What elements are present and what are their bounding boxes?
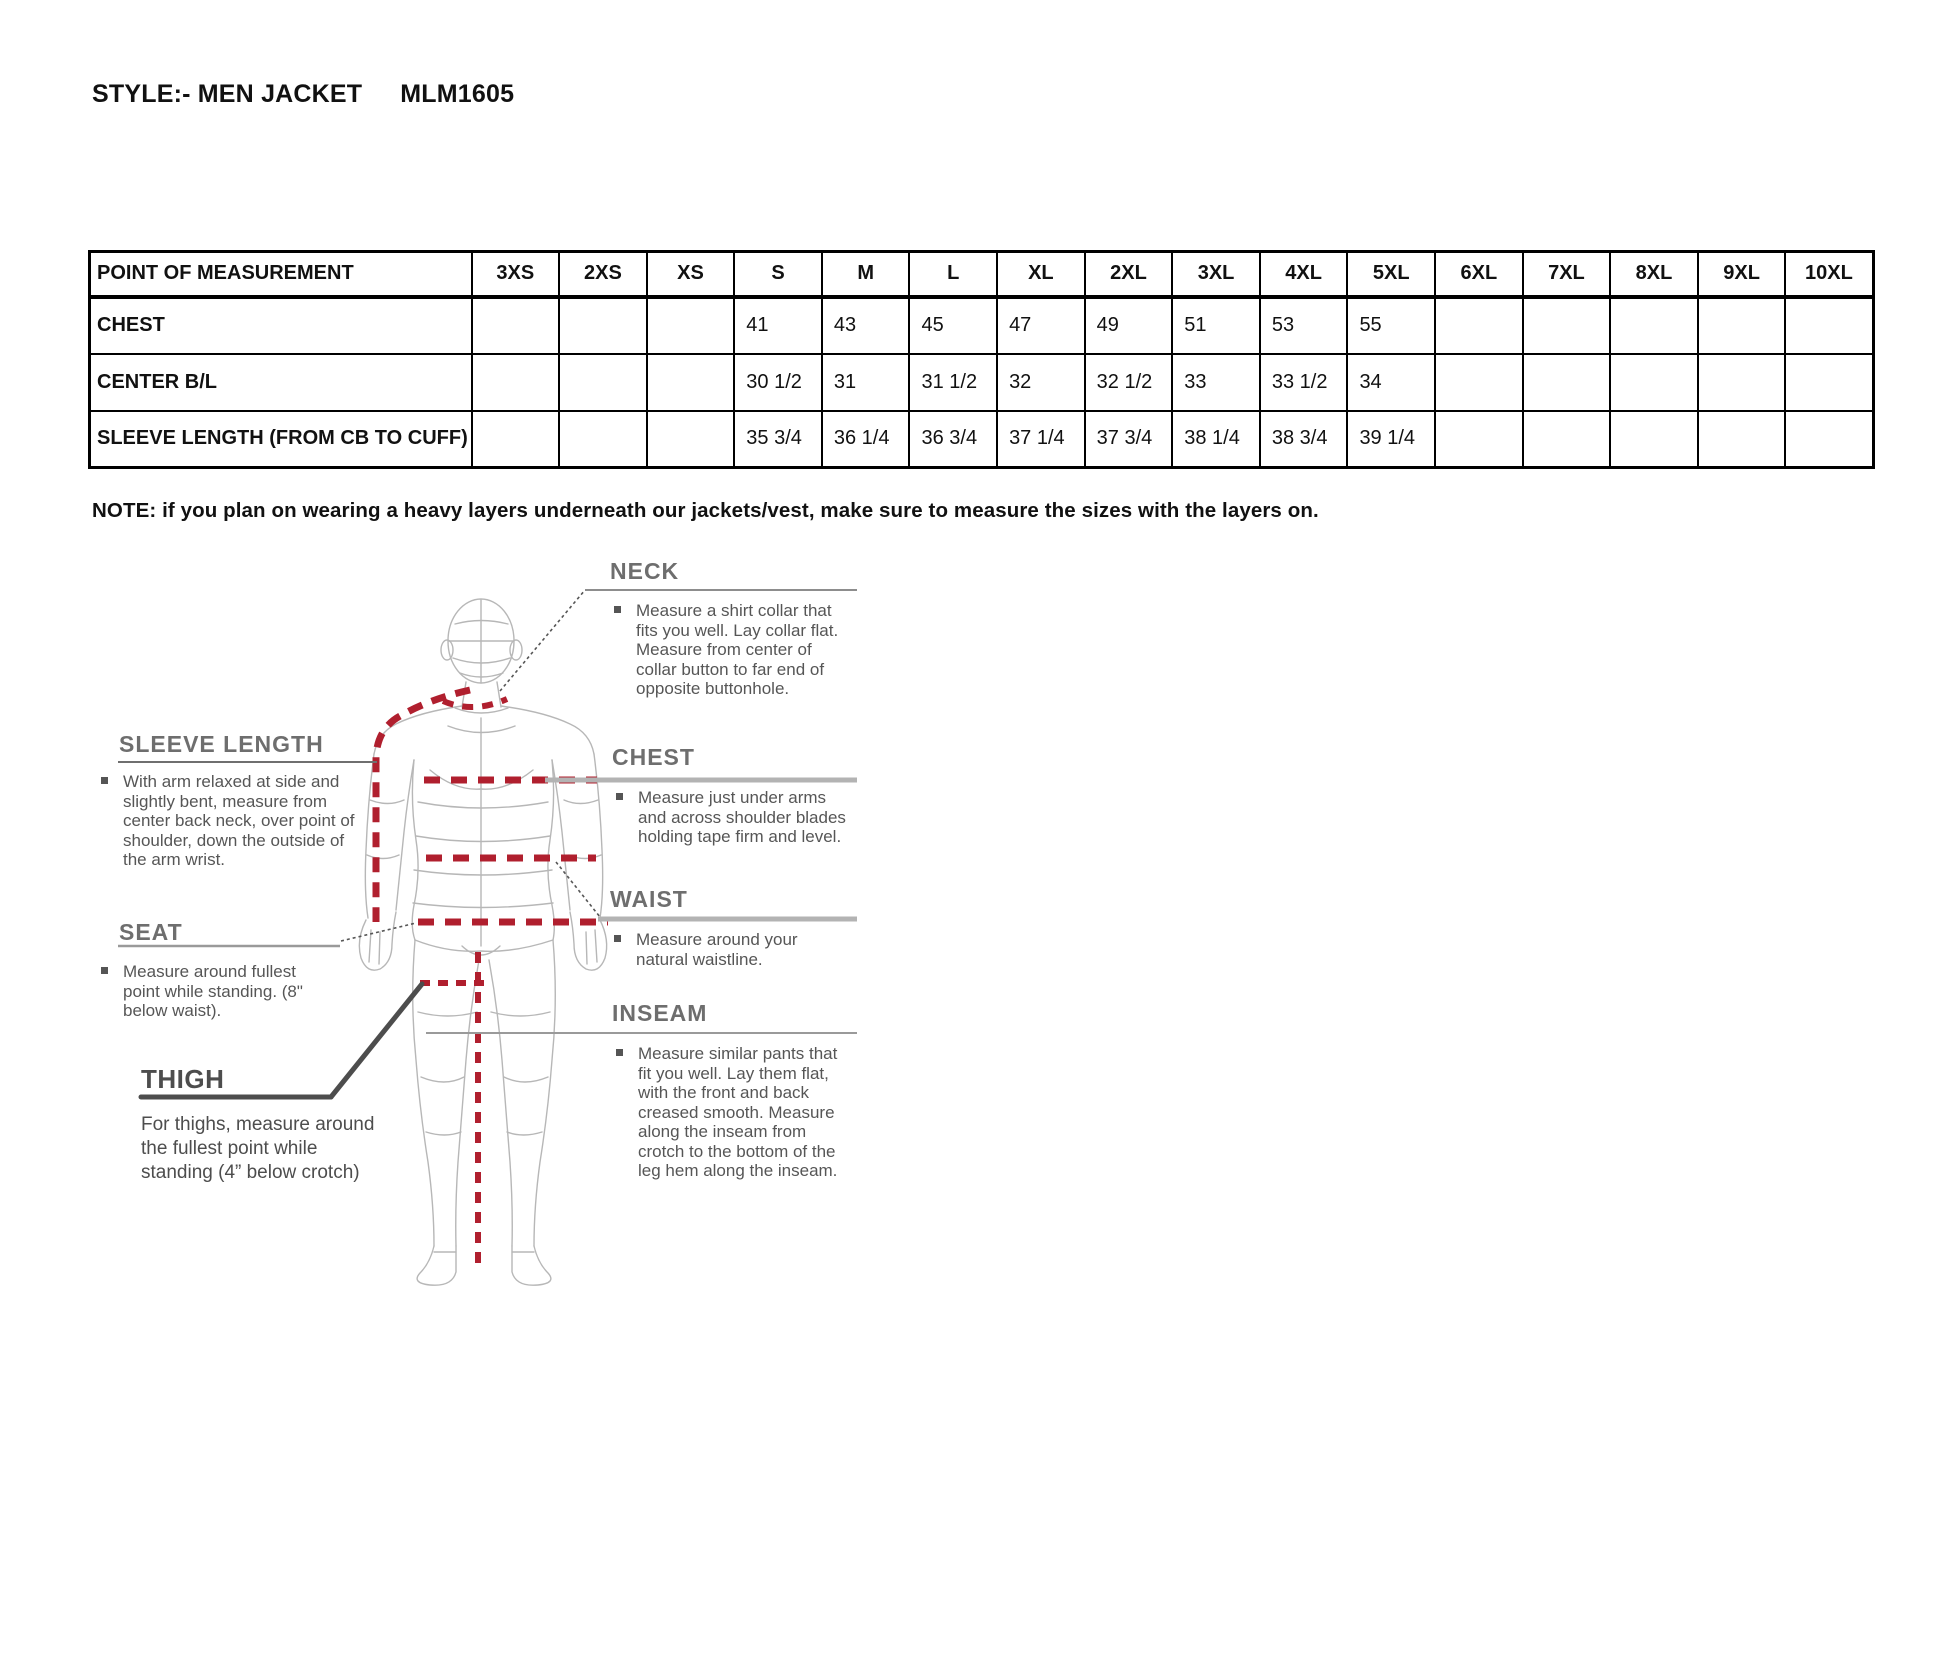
- waist-heading: WAIST: [610, 886, 688, 912]
- measurement-value-cell: 31: [822, 354, 910, 411]
- header-size-2xl: 2XL: [1085, 252, 1173, 297]
- sleeve-length-callout: [119, 731, 355, 870]
- header-size-3xl: 3XL: [1172, 252, 1260, 297]
- size-table-header-row: [90, 252, 1874, 297]
- header-size-3xs: 3XS: [472, 252, 560, 297]
- note-text: NOTE: if you plan on wearing a heavy layers underneath our jackets/vest, make sure to measure the sizes with the layers on.: [92, 499, 1319, 522]
- measurement-value-cell: 33: [1172, 354, 1260, 411]
- header-size-6xl: 6XL: [1435, 252, 1523, 297]
- measurement-value-cell: 39 1/4: [1347, 411, 1435, 468]
- sleeve-length-dash-line: [376, 690, 470, 922]
- measurement-value-cell: [472, 297, 560, 354]
- bullet-square-icon: [101, 967, 108, 974]
- waist-callout: [610, 886, 810, 969]
- measurement-value-cell: [1610, 297, 1698, 354]
- neck-description: Measure a shirt collar that fits you well. Lay collar flat. Measure from center of collar button to far end of opposite buttonhole.: [636, 601, 839, 698]
- neck-callout: [610, 558, 854, 699]
- header-size-xl: XL: [997, 252, 1085, 297]
- row-label: CENTER B/L: [90, 354, 472, 411]
- measurement-value-cell: [1610, 411, 1698, 468]
- measurement-value-cell: 53: [1260, 297, 1348, 354]
- measurement-value-cell: [1523, 411, 1611, 468]
- measurement-value-cell: [1698, 411, 1786, 468]
- measurement-value-cell: 34: [1347, 354, 1435, 411]
- measurement-value-cell: [1698, 297, 1786, 354]
- waist-connector-line: [556, 862, 600, 917]
- style-code: MLM1605: [400, 80, 515, 108]
- header-size-l: L: [909, 252, 997, 297]
- row-label: CHEST: [90, 297, 472, 354]
- header-size-10xl: 10XL: [1785, 252, 1873, 297]
- measurement-value-cell: 37 3/4: [1085, 411, 1173, 468]
- measurement-value-cell: 47: [997, 297, 1085, 354]
- measurement-value-cell: 45: [909, 297, 997, 354]
- measurement-value-cell: [559, 354, 647, 411]
- thigh-callout: [141, 1064, 391, 1185]
- size-table: [88, 250, 1875, 469]
- thigh-description: For thighs, measure around the fullest point while standing (4” below crotch): [141, 1114, 375, 1183]
- measurement-value-cell: 33 1/2: [1260, 354, 1348, 411]
- measurement-value-cell: [647, 297, 735, 354]
- measurement-value-cell: [472, 354, 560, 411]
- chest-heading: CHEST: [612, 744, 695, 770]
- inseam-heading: INSEAM: [612, 1000, 708, 1026]
- header-size-2xs: 2XS: [559, 252, 647, 297]
- measurement-value-cell: 36 1/4: [822, 411, 910, 468]
- seat-connector-line: [341, 923, 416, 941]
- bullet-square-icon: [614, 606, 621, 613]
- header-point-of-measurement: POINT OF MEASUREMENT: [90, 252, 472, 297]
- measurement-value-cell: [559, 297, 647, 354]
- measurement-row: [90, 411, 1874, 468]
- header-size-9xl: 9XL: [1698, 252, 1786, 297]
- header-size-7xl: 7XL: [1523, 252, 1611, 297]
- header-size-8xl: 8XL: [1610, 252, 1698, 297]
- sleeve-length-description: With arm relaxed at side and slightly bent, measure from center back neck, over point of shoulder, down the outside of the arm wrist.: [123, 772, 355, 869]
- header-size-m: M: [822, 252, 910, 297]
- measurement-value-cell: 49: [1085, 297, 1173, 354]
- measurement-value-cell: [1785, 297, 1873, 354]
- style-label: STYLE:- MEN JACKET: [92, 80, 363, 108]
- seat-description: Measure around fullest point while standing. (8" below waist).: [123, 962, 303, 1020]
- measurement-value-cell: 38 1/4: [1172, 411, 1260, 468]
- measurement-value-cell: [647, 411, 735, 468]
- measurement-value-cell: [1785, 354, 1873, 411]
- measurement-value-cell: 32 1/2: [1085, 354, 1173, 411]
- measurement-value-cell: 35 3/4: [734, 411, 822, 468]
- measurement-value-cell: 37 1/4: [997, 411, 1085, 468]
- measurement-value-cell: [559, 411, 647, 468]
- measurement-value-cell: [1435, 297, 1523, 354]
- measurement-value-cell: 30 1/2: [734, 354, 822, 411]
- bullet-square-icon: [616, 1049, 623, 1056]
- measurement-value-cell: 55: [1347, 297, 1435, 354]
- header-size-4xl: 4XL: [1260, 252, 1348, 297]
- page-title: [92, 80, 514, 109]
- neck-heading: NECK: [610, 558, 680, 584]
- measurement-value-cell: 32: [997, 354, 1085, 411]
- measurement-value-cell: [1435, 411, 1523, 468]
- measurement-value-cell: [1610, 354, 1698, 411]
- measurement-value-cell: 41: [734, 297, 822, 354]
- chest-description: Measure just under arms and across shoulder blades holding tape firm and level.: [638, 788, 846, 846]
- measurement-row: [90, 354, 1874, 411]
- measurement-row: [90, 297, 1874, 354]
- measurement-value-cell: 38 3/4: [1260, 411, 1348, 468]
- measurement-value-cell: [1435, 354, 1523, 411]
- measurement-value-cell: 31 1/2: [909, 354, 997, 411]
- inseam-callout: [612, 1000, 848, 1181]
- header-size-xs: XS: [647, 252, 735, 297]
- measurement-value-cell: 51: [1172, 297, 1260, 354]
- measurement-value-cell: [1785, 411, 1873, 468]
- bullet-square-icon: [614, 935, 621, 942]
- bullet-square-icon: [101, 777, 108, 784]
- sleeve-length-heading: SLEEVE LENGTH: [119, 731, 324, 757]
- inseam-description: Measure similar pants that fit you well. Lay them flat, with the front and back creased smooth. Measure along the inseam from crotch to the bottom of the leg hem along the inseam.: [638, 1044, 838, 1180]
- chest-callout: [612, 744, 852, 847]
- measurement-value-cell: [1523, 297, 1611, 354]
- row-label: SLEEVE LENGTH (FROM CB TO CUFF): [90, 411, 472, 468]
- measurement-value-cell: [1523, 354, 1611, 411]
- measurement-value-cell: 43: [822, 297, 910, 354]
- measurement-value-cell: [472, 411, 560, 468]
- seat-heading: SEAT: [119, 919, 183, 945]
- measurement-value-cell: 36 3/4: [909, 411, 997, 468]
- neck-dash-line: [443, 699, 507, 707]
- header-size-s: S: [734, 252, 822, 297]
- bullet-square-icon: [616, 793, 623, 800]
- measurement-value-cell: [1698, 354, 1786, 411]
- thigh-heading: THIGH: [141, 1064, 225, 1094]
- waist-description: Measure around your natural waistline.: [636, 930, 798, 969]
- wireframe-body: [359, 599, 606, 1285]
- header-size-5xl: 5XL: [1347, 252, 1435, 297]
- measurement-value-cell: [647, 354, 735, 411]
- seat-callout: [119, 919, 334, 1021]
